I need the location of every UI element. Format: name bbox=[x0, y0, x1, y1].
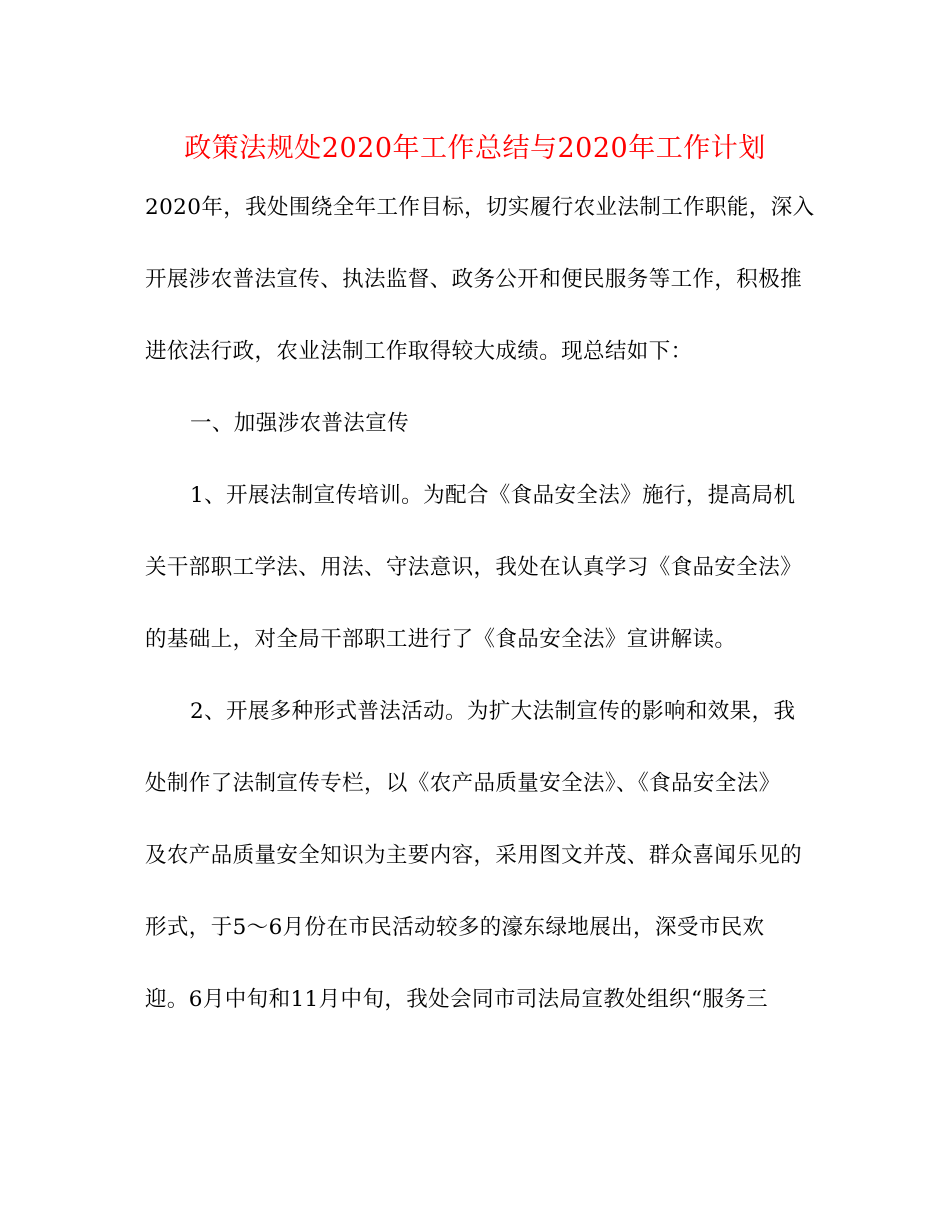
paragraph-line-6: 关干部职工学法、用法、守法意识，我处在认真学习《食品安全法》 bbox=[145, 555, 803, 580]
paragraph-line-1: 2020年，我处围绕全年工作目标，切实履行农业法制工作职能，深入 bbox=[145, 195, 815, 220]
document-title: 政策法规处2020年工作总结与2020年工作计划 bbox=[184, 133, 766, 164]
paragraph-line-8: 2、开展多种形式普法活动。为扩大法制宣传的影响和效果，我 bbox=[190, 699, 796, 724]
paragraph-line-5: 1、开展法制宣传培训。为配合《食品安全法》施行，提高局机 bbox=[190, 483, 796, 508]
paragraph-line-2: 开展涉农普法宣传、执法监督、政务公开和便民服务等工作，积极推 bbox=[145, 267, 803, 292]
paragraph-line-12: 迎。6月中旬和11月中旬，我处会同市司法局宣教处组织“服务三 bbox=[145, 987, 769, 1012]
paragraph-line-3: 进依法行政，农业法制工作取得较大成绩。现总结如下： bbox=[145, 339, 693, 364]
paragraph-line-7: 的基础上，对全局干部职工进行了《食品安全法》宣讲解读。 bbox=[145, 627, 737, 652]
paragraph-line-10: 及农产品质量安全知识为主要内容，采用图文并茂、群众喜闻乐见的 bbox=[145, 843, 803, 868]
paragraph-line-9: 处制作了法制宣传专栏，以《农产品质量安全法》、《食品安全法》 bbox=[145, 771, 781, 796]
paragraph-line-11: 形式，于5～6月份在市民活动较多的濠东绿地展出，深受市民欢 bbox=[145, 915, 765, 940]
section-heading-1: 一、加强涉农普法宣传 bbox=[190, 411, 410, 436]
